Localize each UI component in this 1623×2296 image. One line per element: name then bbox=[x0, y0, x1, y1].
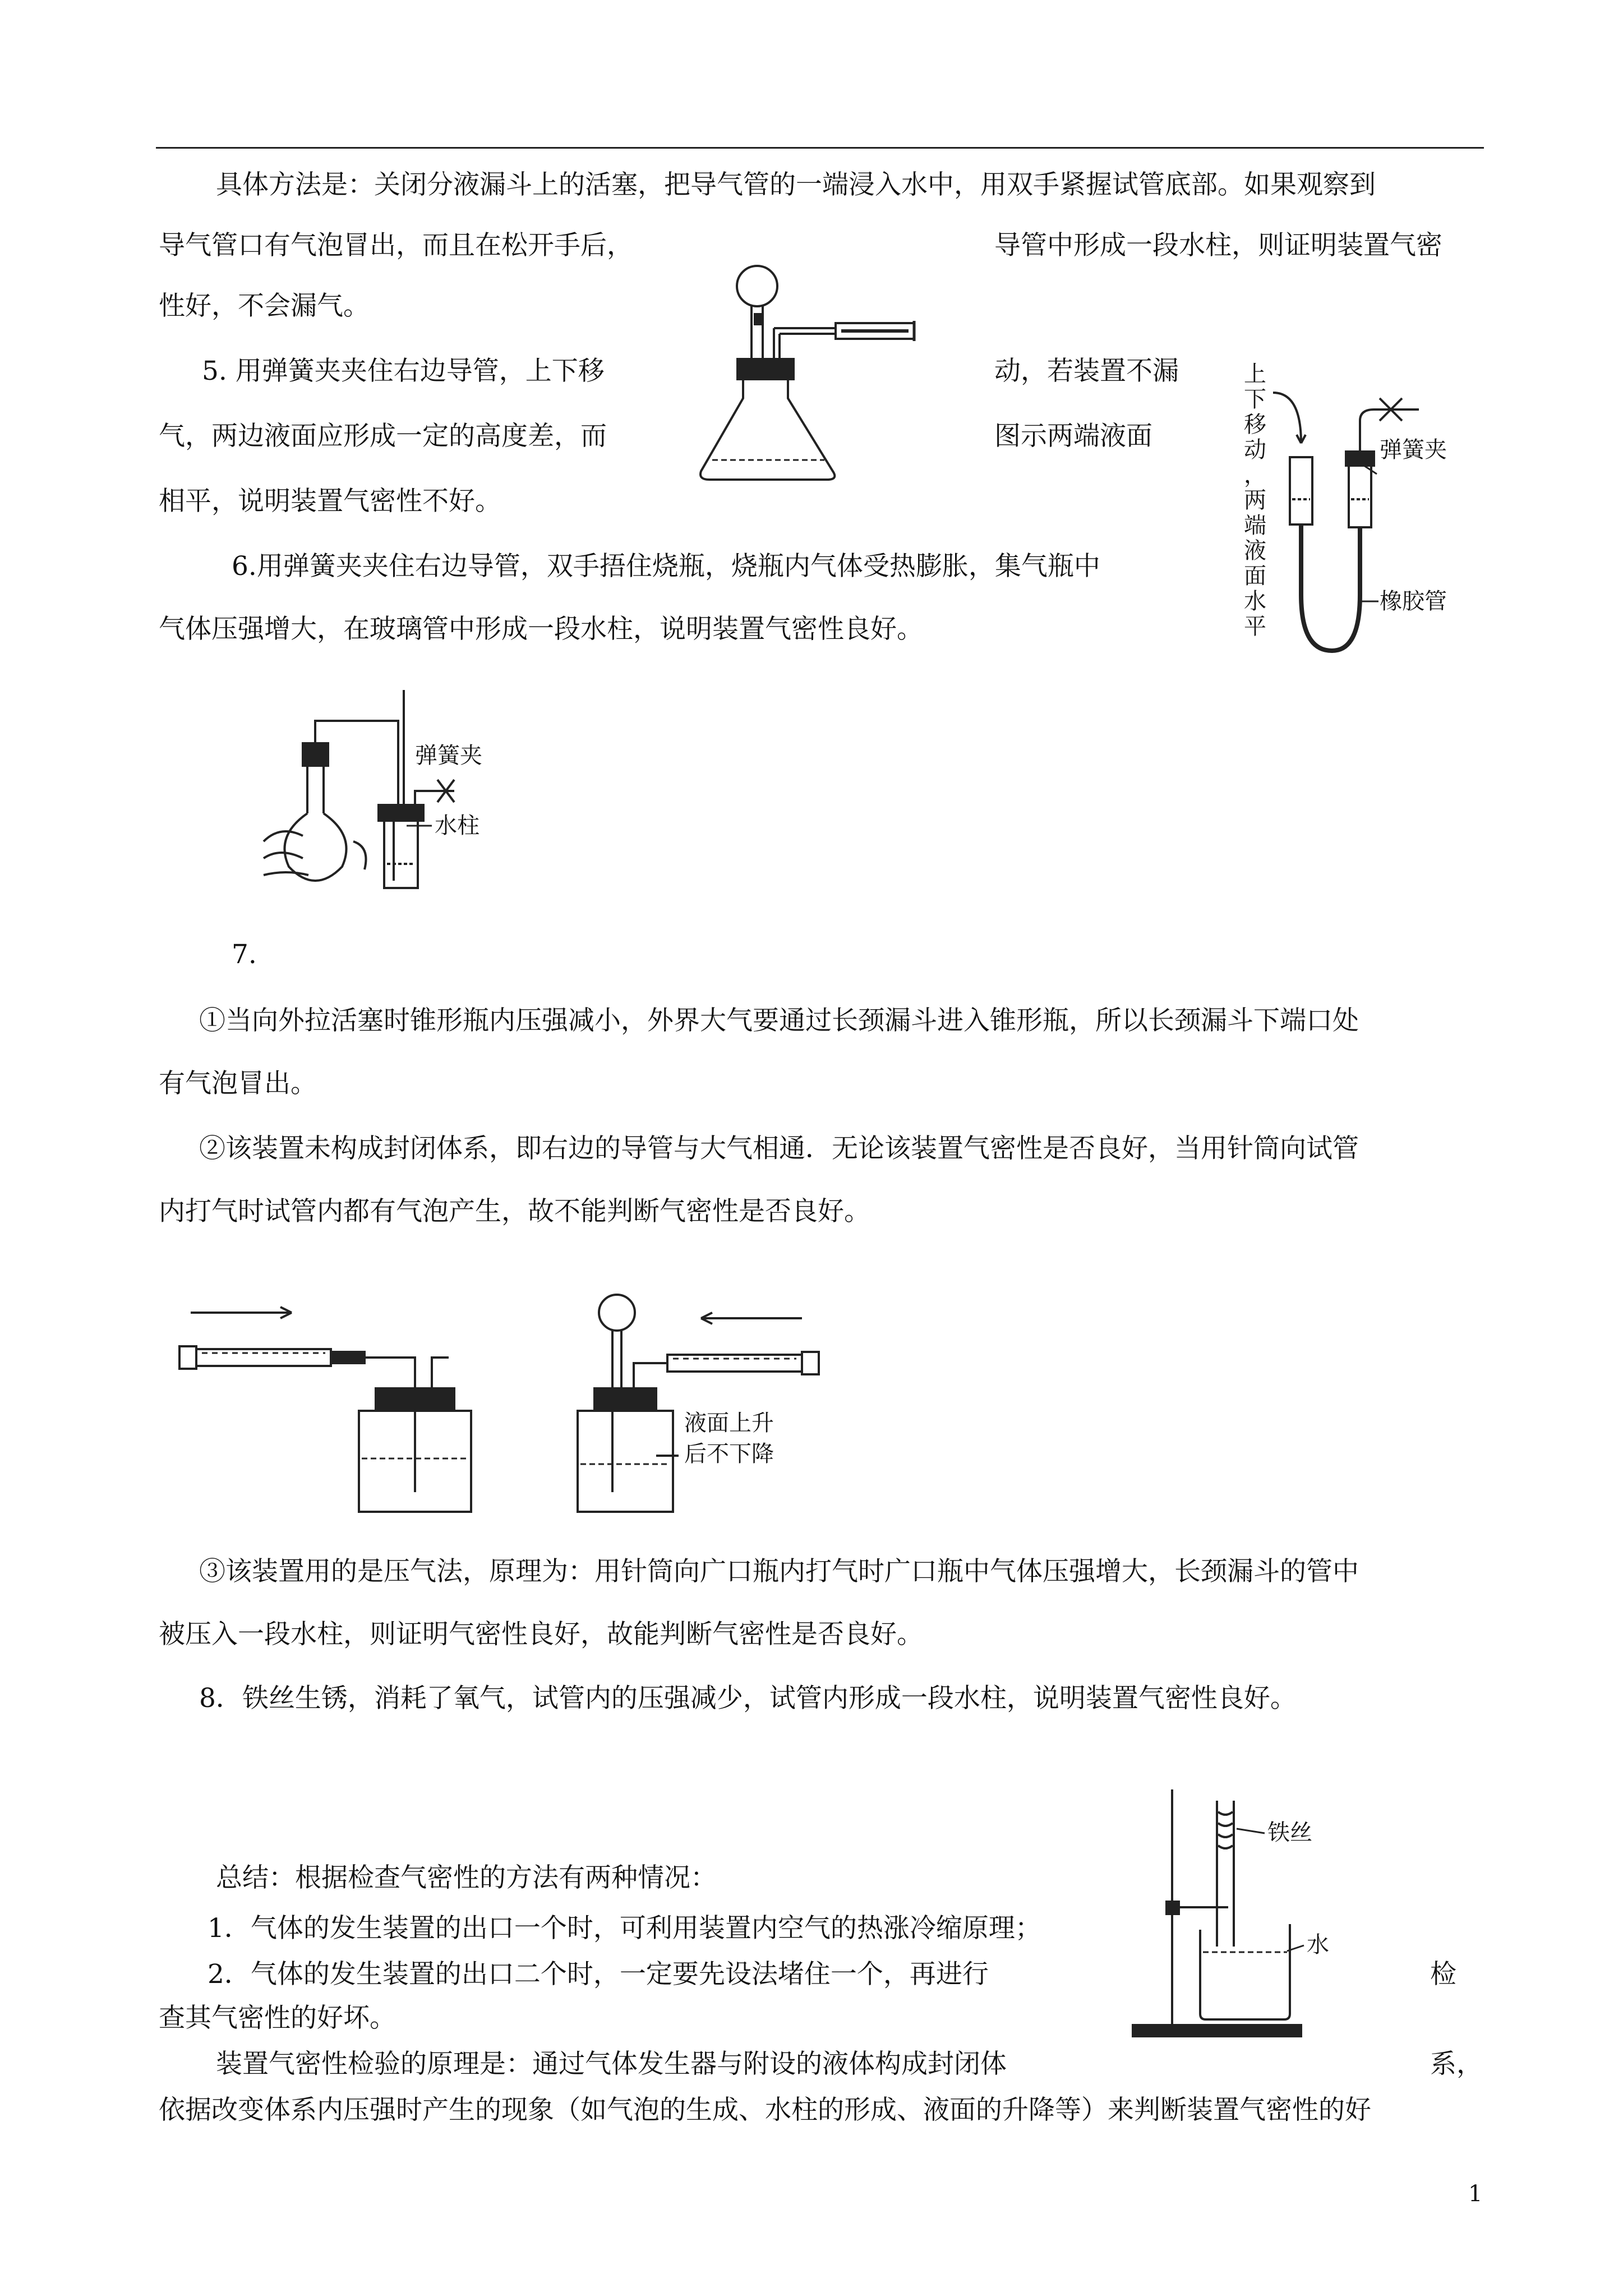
summary-point-2: 2．气体的发生装置的出口二个时，一定要先设法堵住一个，再进行 bbox=[208, 1959, 989, 1990]
item-7-point-3: ③该装置用的是压气法，原理为：用针筒向广口瓶内打气时广口瓶中气体压强增大，长颈漏斗的管中 bbox=[199, 1556, 1359, 1587]
syringe-label-line-2: 后不下降 bbox=[684, 1441, 774, 1467]
iron-wire-label: 铁丝 bbox=[1267, 1820, 1312, 1846]
summary-heading: 总结：根据检查气密性的方法有两种情况： bbox=[216, 1862, 717, 1893]
figure-syringes bbox=[168, 1290, 841, 1526]
item-8-text: 8．铁丝生锈，消耗了氧气，试管内的压强减少，试管内形成一段水柱，说明装置气密性良好。 bbox=[199, 1683, 1297, 1714]
paragraph-line: 内打气时试管内都有气泡产生，故不能判断气密性是否良好。 bbox=[159, 1196, 870, 1227]
u-tube-caption-char: ， bbox=[1244, 462, 1266, 488]
paragraph-line: 系， bbox=[1430, 2049, 1483, 2079]
water-label: 水 bbox=[1307, 1932, 1329, 1958]
item-5-text: 5. 用弹簧夹夹住右边导管，上下移 bbox=[202, 356, 605, 386]
item-7-number: 7. bbox=[232, 939, 257, 970]
paragraph-line: 相平，说明装置气密性不好。 bbox=[159, 486, 501, 517]
u-tube-caption-char: 平 bbox=[1244, 614, 1266, 639]
u-tube-caption-char: 移 bbox=[1244, 412, 1266, 438]
u-tube-caption-char: 液 bbox=[1244, 538, 1266, 564]
u-tube-caption-char: 面 bbox=[1244, 563, 1266, 589]
u-tube-caption-char: 下 bbox=[1244, 386, 1266, 412]
u-tube-caption-char: 端 bbox=[1244, 513, 1266, 539]
item-7-point-2: ②该装置未构成封闭体系，即右边的导管与大气相通．无论该装置气密性是否良好，当用针筒向试管 bbox=[199, 1133, 1359, 1164]
header-rule bbox=[156, 147, 1484, 149]
u-tube-caption-char: 两 bbox=[1244, 487, 1266, 513]
u-tube-clamp-label: 弹簧夹 bbox=[1380, 437, 1447, 463]
figure-u-tube bbox=[1234, 359, 1492, 684]
figure-flask-bottle bbox=[241, 679, 578, 898]
item-7-point-1: ①当向外拉活塞时锥形瓶内压强减小，外界大气要通过长颈漏斗进入锥形瓶，所以长颈漏斗下端口处 bbox=[199, 1005, 1359, 1036]
u-tube-caption-char: 上 bbox=[1244, 361, 1266, 387]
paragraph-line: 气，两边液面应形成一定的高度差，而 bbox=[159, 421, 607, 452]
paragraph-line: 查其气密性的好坏。 bbox=[159, 2003, 396, 2033]
page-number: 1 bbox=[1468, 2181, 1483, 2207]
paragraph-line: 性好，不会漏气。 bbox=[159, 291, 370, 321]
u-tube-rubber-label: 橡胶管 bbox=[1380, 588, 1447, 614]
principle-text: 装置气密性检验的原理是：通过气体发生器与附设的液体构成封闭体 bbox=[216, 2049, 1007, 2079]
paragraph-line: 导管中形成一段水柱，则证明装置气密 bbox=[994, 230, 1442, 261]
paragraph-line: 依据改变体系内压强时产生的现象（如气泡的生成、水柱的形成、液面的升降等）来判断装置气密性的好 bbox=[159, 2095, 1371, 2125]
paragraph-line: 被压入一段水柱，则证明气密性良好，故能判断气密性是否良好。 bbox=[159, 1619, 923, 1650]
paragraph-line: 气体压强增大，在玻璃管中形成一段水柱，说明装置气密性良好。 bbox=[159, 614, 923, 645]
u-tube-caption-char: 动 bbox=[1244, 437, 1266, 463]
paragraph-method: 具体方法是：关闭分液漏斗上的活塞，把导气管的一端浸入水中，用双手紧握试管底部。如果观察到 bbox=[216, 169, 1376, 200]
paragraph-line: 有气泡冒出。 bbox=[159, 1068, 317, 1099]
paragraph-line: 导气管口有气泡冒出，而且在松开手后， bbox=[159, 230, 633, 261]
summary-point-1: 1．气体的发生装置的出口一个时，可利用装置内空气的热涨冷缩原理； bbox=[208, 1913, 1041, 1944]
figure-funnel-flask bbox=[690, 258, 948, 494]
figure-iron-wire bbox=[1122, 1784, 1413, 2042]
paragraph-line: 检 bbox=[1430, 1959, 1456, 1990]
syringe-label-line-1: 液面上升 bbox=[684, 1410, 774, 1436]
flask-bottle-clamp-label: 弹簧夹 bbox=[415, 743, 482, 769]
item-6-text: 6.用弹簧夹夹住右边导管，双手捂住烧瓶，烧瓶内气体受热膨胀，集气瓶中 bbox=[232, 551, 1100, 582]
paragraph-line: 动，若装置不漏 bbox=[994, 356, 1179, 386]
u-tube-caption-char: 水 bbox=[1244, 588, 1266, 614]
paragraph-line: 图示两端液面 bbox=[994, 421, 1152, 452]
flask-bottle-column-label: 水柱 bbox=[435, 813, 479, 839]
